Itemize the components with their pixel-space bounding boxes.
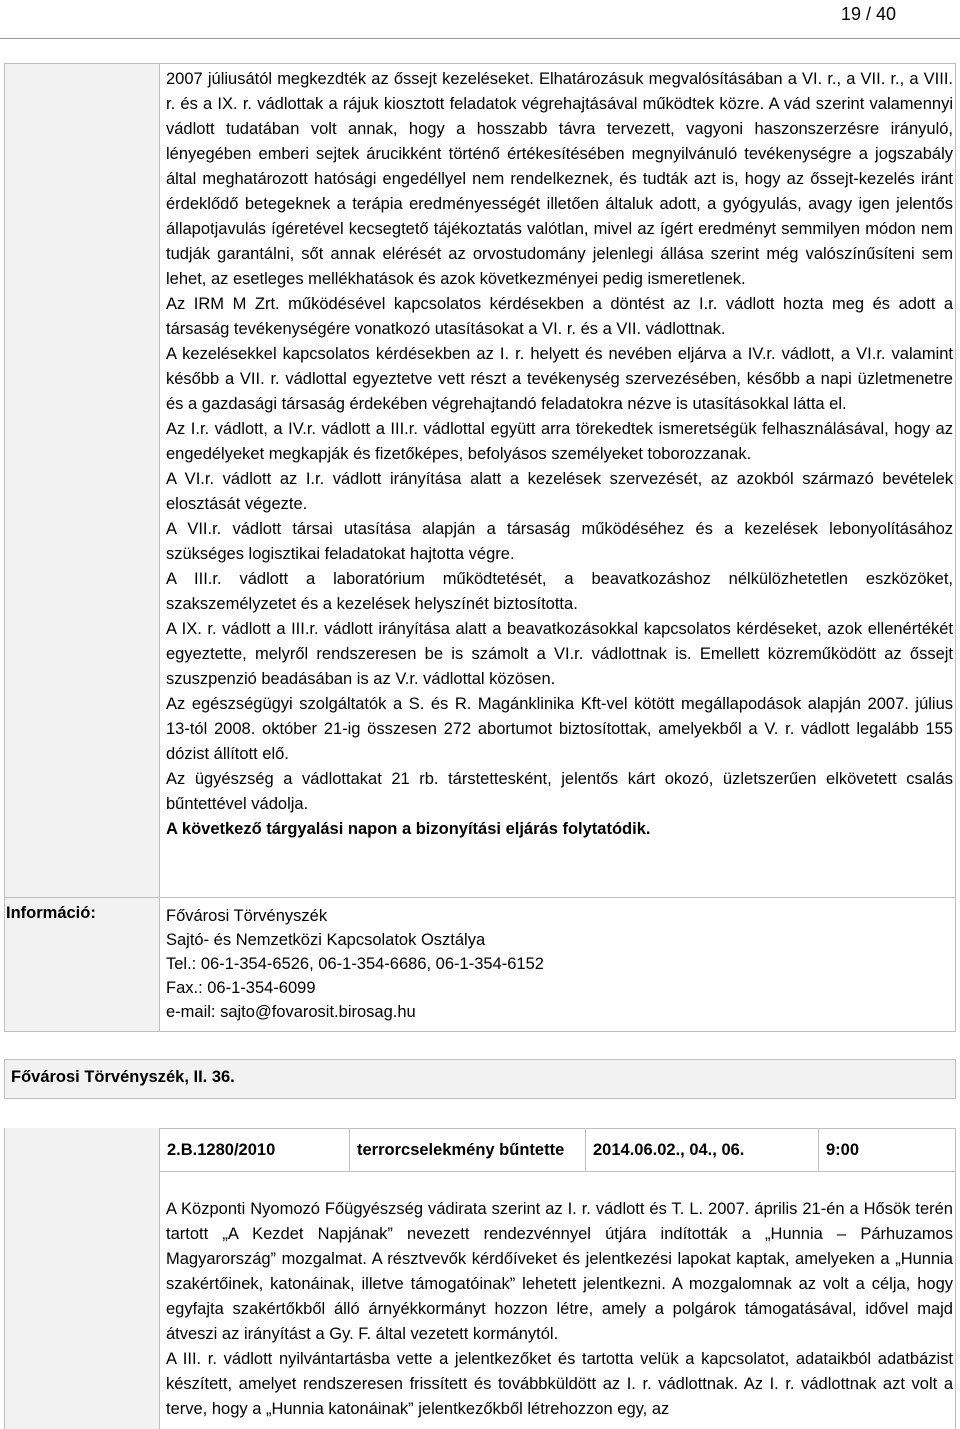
paragraph: Az IRM M Zrt. működésével kapcsolatos kérdésekben a döntést az I.r. vádlott hozta meg és adott a társaság tevékenységére vonatkozó utasításokat a VI. r. és a VII. vádlottnak. (166, 295, 953, 338)
contact-phone: Tel.: 06-1-354-6526, 06-1-354-6686, 06-1-354-6152 (166, 955, 544, 973)
paragraph: A VII.r. vádlott társai utasítása alapján a társaság működéséhez és a kezelések lebonyolításához szükséges logisztikai feladatokat hajtotta végre. (166, 520, 953, 563)
paragraph: A VI.r. vádlott az I.r. vádlott irányítása alatt a kezelések szervezését, az azokból származó bevételek elosztását végezte. (166, 470, 953, 513)
paragraph: A kezelésekkel kapcsolatos kérdésekben az I. r. helyett és nevében eljárva a IV.r. vádlott, a VI.r. valamint később a VII. r. vádlottal egyeztetve vett részt a tevékenység szervezésében, később a napi üzletmenetre és a gazdasági társaság érdekében végrehajtandó feladatokra nézve is utasításokkal látta el. (166, 345, 953, 413)
page-number: 19 / 40 (840, 4, 896, 24)
case-crime: terrorcselekmény bűntette (350, 1129, 586, 1171)
info-label: Információ: (6, 904, 96, 922)
court-heading-text: Fővárosi Törvényszék, II. 36. (11, 1068, 235, 1086)
paragraph: A III. r. vádlott nyilvántartásba vette a jelentkezőket és tartotta velük a kapcsolatot, adataikból adatbázist készített, amelyet rendszeresen frissített és továbbküldött az I. r. vádlottnak. Az I. r. vádlottnak azt volt a terve, hogy a „Hunnia katonáinak” jelentkezőkből létrehozzon egy, az (166, 1350, 953, 1418)
header-rule (0, 38, 960, 39)
paragraph: A III.r. vádlott a laboratórium működtetését, a beavatkozáshoz nélkülözhetetlen eszközöket, szakszemélyzetet és a kezelések helyszínét biztosította. (166, 570, 953, 613)
contact-fax: Fax.: 06-1-354-6099 (166, 979, 316, 997)
contact-block (166, 904, 544, 1024)
contact-court: Fővárosi Törvényszék (166, 907, 328, 925)
case-time: 9:00 (826, 1141, 860, 1159)
paragraph: A IX. r. vádlott a III.r. vádlott irányítása alatt a beavatkozásokkal kapcsolatos kérdéseket, azok ellenértékét egyeztette, melyről rendszeresen be is számolt a VI.r. vádlottnak is. Emellett közreműködött az őssejt szuszpenzió beadásában is az V.r. vádlottal közösen. (166, 620, 953, 688)
paragraph: Az I.r. vádlott, a IV.r. vádlott a III.r. vádlottal együtt arra törekedtek ismeretségük felhasználásával, hogy az engedélyeket megkapják és fizetőképes, befolyásos személyeket toborozzanak. (166, 420, 953, 463)
paragraph: A Központi Nyomozó Főügyészség vádirata szerint az I. r. vádlott és T. L. 2007. április 21-én a Hősök terén tartott „A Kezdet Napjának” nevezett rendezvénnyel útjára indították a „Hunnia – Párhuzamos Magyarország” mozgalmat. A résztvevők kérdőíveket és jelentkezési lapokat kaptak, amelyeken a „Hunnia szakértőinek, katonáinak, illetve támogatóinak” lehetett jelentkezni. A mozgalomnak az volt a célja, hogy egyfajta szakértőkből álló árnyékkormányt hozzon létre, amely a polgárok támogatásával, idővel majd átveszi az irányítást a Gy. F. által vezetett kormánytól. (166, 1200, 953, 1343)
paragraph: Az ügyészség a vádlottakat 21 rb. társtettesként, jelentős kárt okozó, üzletszerűen elkövetett csalás bűntettével vádolja. (166, 770, 953, 813)
case-row (160, 1128, 955, 1172)
contact-email[interactable]: e-mail: sajto@fovarosit.birosag.hu (166, 1003, 416, 1021)
case-number: 2.B.1280/2010 (160, 1129, 350, 1171)
case-dates: 2014.06.02., 04., 06. (586, 1129, 819, 1171)
contact-department: Sajtó- és Nemzetközi Kapcsolatok Osztálya (166, 931, 486, 949)
label-column (5, 64, 160, 1031)
case-description (166, 67, 953, 842)
paragraph: 2007 júliusától megkezdték az őssejt kezeléseket. Elhatározásuk megvalósításában a VI. r., a VII. r., a VIII. r. és a IX. r. vádlottak a rájuk kiosztott feladatok végrehajtásával működtek közre. A vád szerint valamennyi vádlott tudatában volt annak, hogy a hosszabb távra tervezett, vagyoni haszonszerzésre irányuló, lényegében emberi sejtek árucikként történő értékesítésében megnyilvánuló tevékenységre a jogszabály által meghatározott hatósági engedéllyel nem rendelkeznek, és tudták azt is, hogy az őssejt-kezelés iránt érdeklődő betegeknek a terápia eredményességét illetően általuk adott, a gyógyulás, avagy igen jelentős állapotjavulás ígéretével kecsegtető tájékoztatás valótlan, mivel az ígért eredményt semmilyen módon nem tudják garantálni, sőt annak elérését az orvostudomány jelenlegi állása szerint még valószínűsíteni sem lehet, az esetleges mellékhatások és azok következményei pedig ismeretlenek. (166, 70, 953, 288)
case-text (166, 1197, 953, 1422)
court-heading (4, 1059, 956, 1099)
row-divider (5, 897, 955, 898)
label-column (5, 1128, 160, 1429)
closing-statement: A következő tárgyalási napon a bizonyítási eljárás folytatódik. (166, 820, 651, 838)
paragraph: Az egészségügyi szolgáltatók a S. és R. Magánklinika Kft-vel kötött megállapodások alapján 2007. július 13-tól 2008. október 21-ig összesen 272 abortumot biztosítottak, amelyekből a V. r. vádlott legalább 155 dózist állított elő. (166, 695, 953, 763)
